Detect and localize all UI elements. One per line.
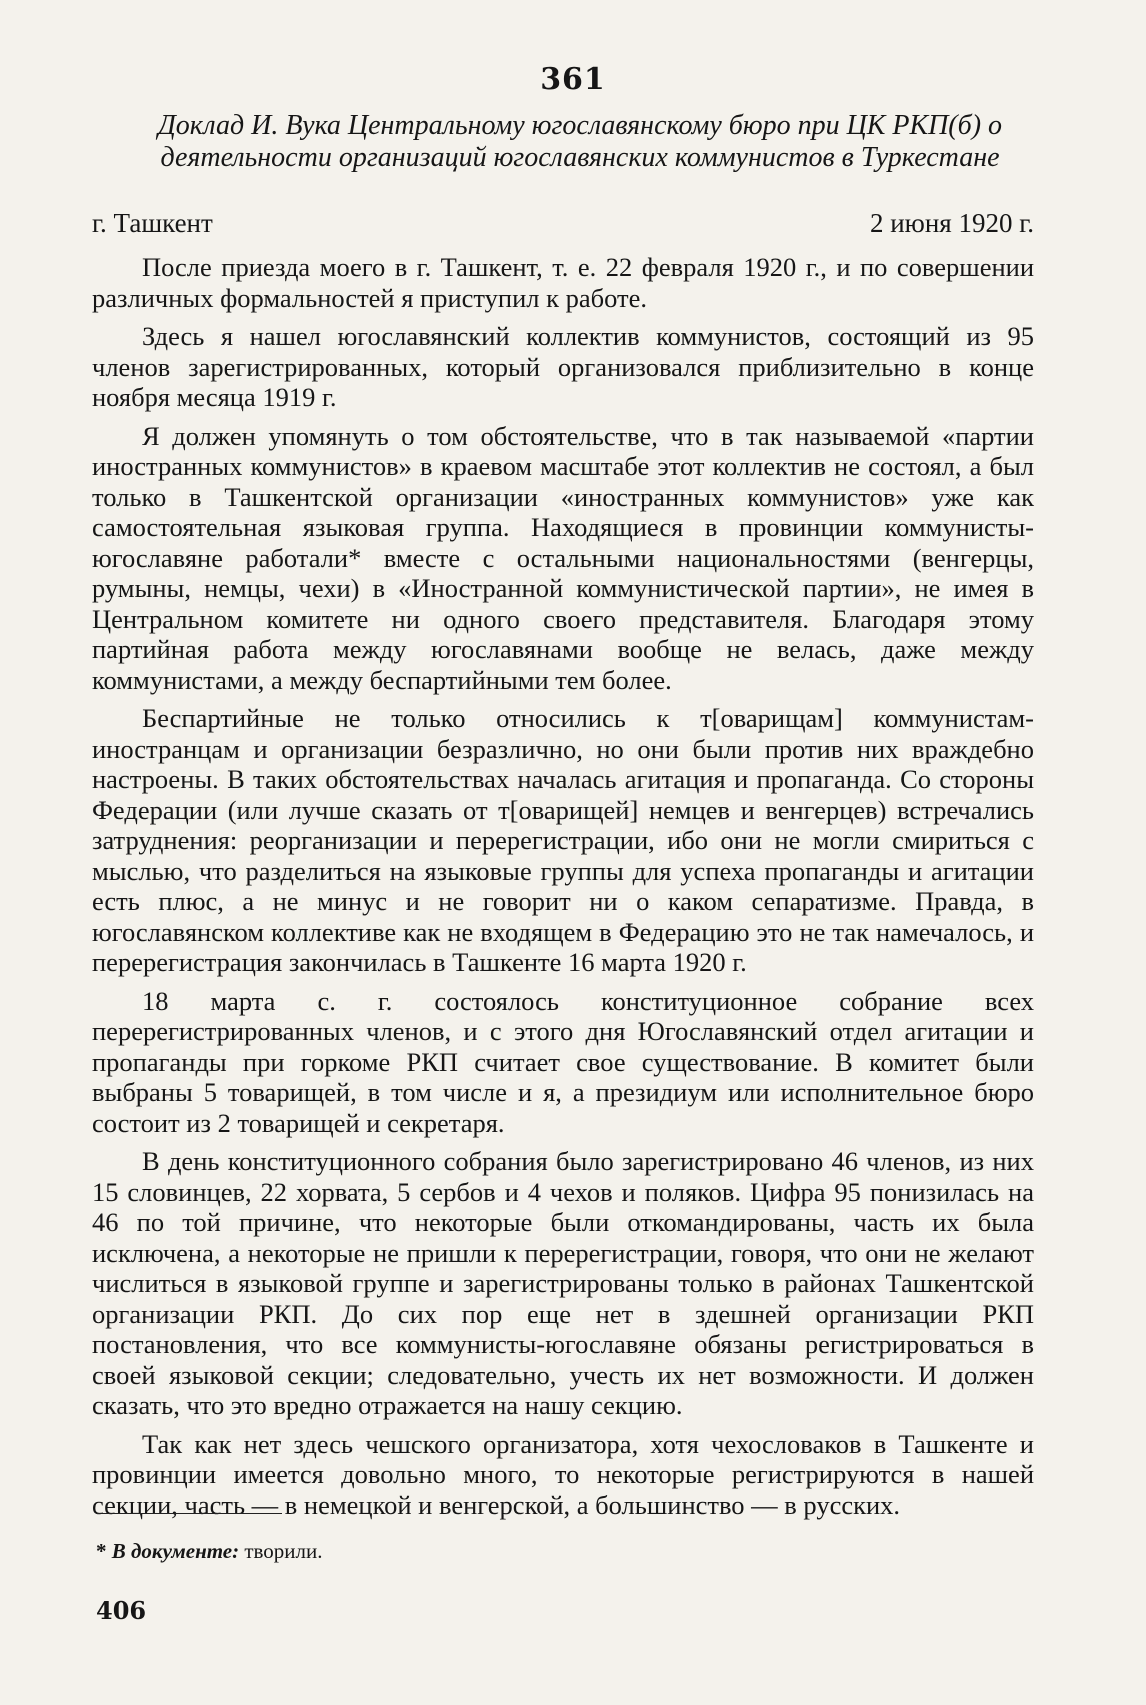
paragraph: Так как нет здесь чешского организатора, хотя чехословаков в Ташкенте и провинции имеется довольно много, то некоторые регистрируются в нашей секции, часть — в немецкой и венгерской, а большинство — в русских. (92, 1428, 1034, 1520)
document-title: Доклад И. Вука Центральному югославянскому бюро при ЦК РКП(б) о деятельности организаций югославянских коммунистов в Туркестане (157, 110, 1003, 173)
paragraph: 18 марта с. г. состоялось конституционное собрание всех перерегистрированных членов, и с этого дня Югославянский отдел агитации и пропаганды при горкоме РКП считает свое существование. В комитет были выбраны 5 товарищей, в том числе и я, а президиум или исполнительное бюро состоит из 2 товарищей и секретаря. (92, 985, 1034, 1138)
paragraph: Здесь я нашел югославянский коллектив коммунистов, состоящий из 95 членов зарегистрированных, который организовался приблизительно в конце ноября месяца 1919 г. (92, 321, 1034, 412)
document-date: 2 июня 1920 г. (869, 208, 1034, 238)
paragraph: После приезда моего в г. Ташкент, т. е. 22 февраля 1920 г., и по совершении различных формальностей я приступил к работе. (92, 252, 1034, 313)
footnote-text: творили. (244, 1539, 323, 1563)
paragraph: Беспартийные не только относились к т[оварищам] коммунистам-иностранцам и организации безразлично, но они были против них враждебно настроены. В таких обстоятельствах началась агитация и пропаганда. Со стороны Федерации (или лучше сказать от т[оварищей] немцев и венгерцев) встречались затруднения: реорганизации и перерегистрации, ибо они не могли смириться с мыслью, что разделиться на языковые группы для успеха пропаганды и агитации есть плюс, а не минус и не говорит ни о каком сепаратизме. Правда, в югославянском коллективе как не входящем в Федерацию это не так намечалось, и перерегистрация закончилась в Ташкенте 16 марта 1920 г. (92, 703, 1034, 977)
document-number: 361 (540, 62, 606, 97)
footnote-marker: * (96, 1539, 107, 1563)
paragraph: В день конституционного собрания было зарегистрировано 46 членов, из них 15 словинцев, 22 хорвата, 5 сербов и 4 чехов и поляков. Цифра 95 понизилась на 46 по той причине, что некоторые были откомандированы, часть их была исключена, а некоторые не пришли к перерегистрации, говоря, что они не желают числиться в языковой группе и зарегистрированы только в районах Ташкентской организации РКП. До сих пор еще нет в здешней организации РКП постановления, что все коммунисты-югославяне обязаны регистрироваться в своей языковой секции; следовательно, учесть их нет возможности. И должен сказать, что это вредно отражается на нашу секцию. (92, 1146, 1034, 1420)
page-number: 406 (96, 1596, 147, 1625)
paragraph: Я должен упомянуть о том обстоятельстве, что в так называемой «партии иностранных коммунистов» в краевом масштабе этот коллектив не состоял, а был только в Ташкентской организации «иностранных коммунистов» уже как самостоятельная языковая группа. Находящиеся в провинции коммунисты-югославяне работали* вместе с остальными национальностями (венгерцы, румыны, немцы, чехи) в «Иностранной коммунистической партии», не имея в Центральном комитете ни одного своего представителя. Благодаря этому партийная работа между югославянами вообще не велась, даже между коммунистами, а между беспартийными тем более. (92, 420, 1034, 695)
footnote (96, 1538, 996, 1564)
document-place: г. Ташкент (92, 208, 213, 238)
document-body (92, 252, 1034, 1528)
footnote-divider (96, 1513, 282, 1514)
footnote-label: В документе: (111, 1539, 240, 1563)
place-date-line (92, 208, 1034, 242)
